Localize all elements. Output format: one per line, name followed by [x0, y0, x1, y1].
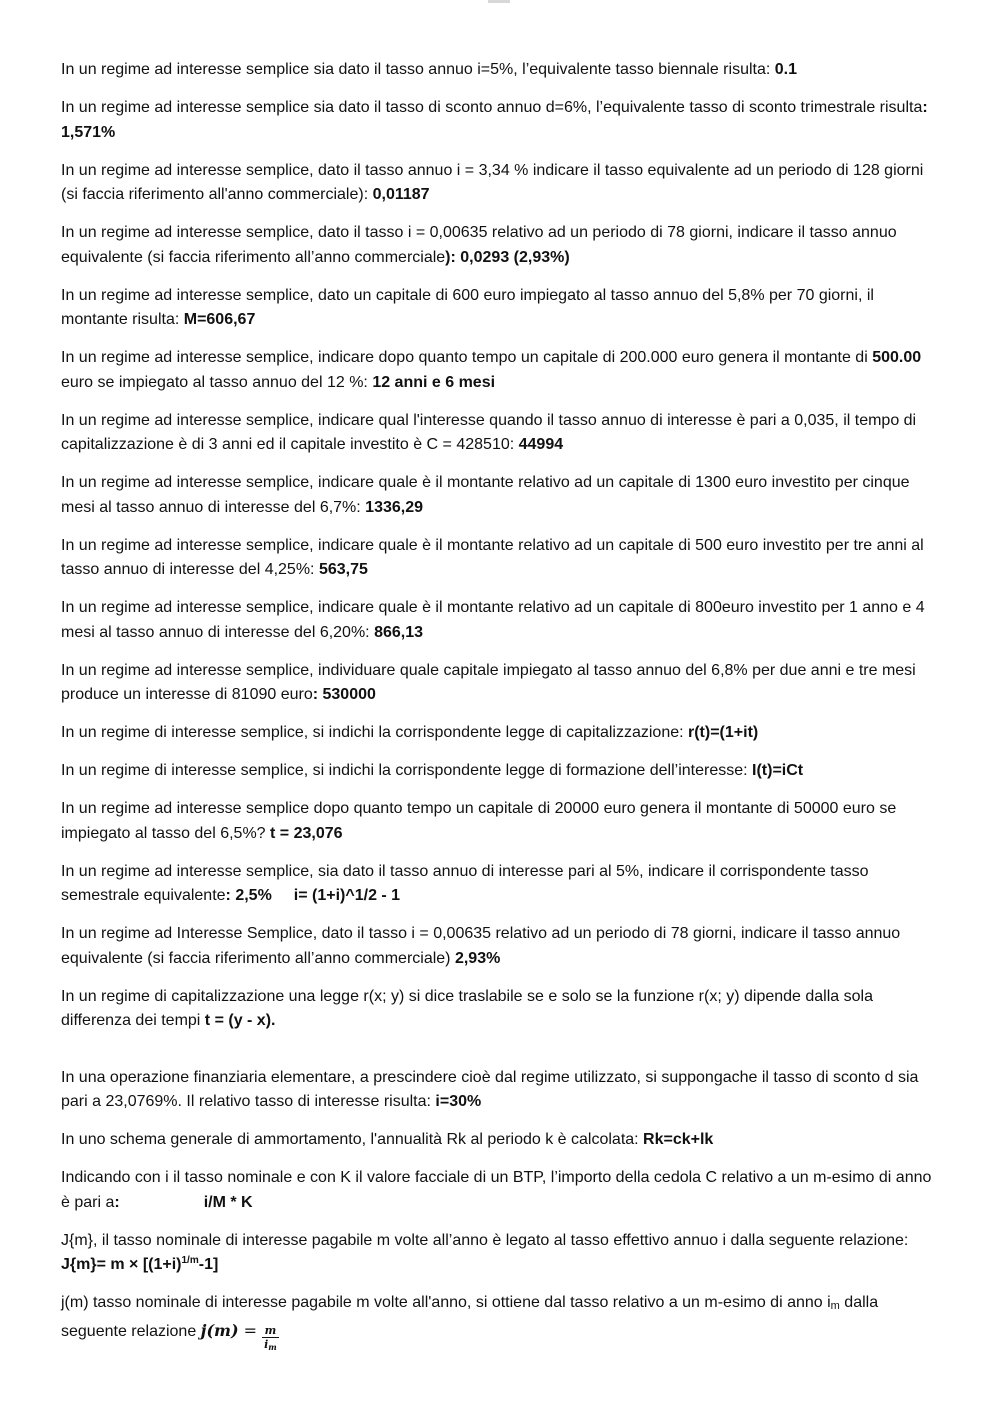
question-text: In un regime ad interesse semplice, indicare quale è il montante relativo ad un capitale di 1300 euro investito per cinque mesi al tasso annuo di interesse del 6,7%:	[61, 474, 910, 516]
question-text: In un regime ad interesse semplice, sia dato il tasso annuo di interesse pari al 5%, indicare il corrispondente tasso semestrale equivalente	[61, 862, 869, 904]
question-text-continued: dalla seguente relazione	[61, 1294, 879, 1340]
answer-text: :	[114, 1193, 120, 1211]
qa-item-10	[61, 596, 941, 645]
question-text: j(m) tasso nominale di interesse pagabile m volte all'anno, si ottiene dal tasso relativo a un m-esimo di anno i	[61, 1294, 831, 1311]
qa-item-1	[61, 58, 941, 83]
answer-formula	[61, 1256, 218, 1273]
question-text: In una operazione finanziaria elementare, a prescindere cioè dal regime utilizzato, si suppongache il tasso di sconto d sia pari a 23,0769%. Il relativo tasso di interesse risulta:	[61, 1068, 919, 1110]
formula-exponent: 1/m	[181, 1255, 199, 1266]
qa-item-9	[61, 534, 941, 583]
question-text: In un regime ad interesse semplice, indicare quale è il montante relativo ad un capitale di 500 euro investito per tre anni al tasso annuo di interesse del 4,25%:	[61, 536, 924, 578]
answer-text: M=606,67	[183, 311, 256, 328]
qa-item-7	[61, 409, 941, 458]
answer-text: 0,01187	[372, 186, 430, 203]
qa-item-15	[61, 860, 941, 909]
answer-text: : 2,5%	[225, 887, 272, 904]
question-text: In un regime ad interesse semplice sia dato il tasso annuo i=5%, l’equivalente tasso biennale risulta:	[61, 61, 775, 78]
formula-equals: =	[238, 1320, 263, 1340]
answer-text: 1336,29	[365, 498, 424, 516]
question-text: In un regime ad interesse semplice, dato il tasso annuo i = 3,34 % indicare il tasso equivalente ad un periodo di 128 giorni (si faccia riferimento all'anno commerciale):	[61, 161, 924, 203]
document-body	[61, 58, 941, 1367]
qa-item-19	[61, 1128, 941, 1153]
qa-item-22	[61, 1291, 941, 1354]
question-text: In un regime ad interesse semplice, indicare qual l'interesse quando il tasso annuo di interesse è pari a 0,035, il tempo di capitalizzazione è di 3 anni ed il capitale investito è C = 428510:	[61, 411, 917, 453]
question-text: In un regime ad Interesse Semplice, dato il tasso i = 0,00635 relativo ad un periodo di 78 giorni, indicare il tasso annuo equivalente (si faccia riferimento all’anno commerciale)	[61, 925, 901, 967]
qa-item-12	[61, 721, 941, 746]
answer-text: ): 0,0293 (2,93%)	[445, 248, 570, 266]
answer-text: 12 anni e 6 mesi	[372, 373, 496, 391]
question-text: In un regime ad interesse semplice, indicare quale è il montante relativo ad un capitale di 800euro investito per 1 anno e 4 mesi al tasso annuo di interesse del 6,20%:	[61, 599, 925, 641]
answer-text: 44994	[518, 436, 564, 453]
question-text: In un regime ad interesse semplice, dato il tasso i = 0,00635 relativo ad un periodo di 78 giorni, indicare il tasso annuo equivalente (si faccia riferimento all’anno commerciale	[61, 224, 897, 266]
subscript-m: m	[830, 1300, 840, 1312]
answer-text: : 1,571%	[61, 99, 928, 141]
qa-item-8	[61, 471, 941, 520]
answer-text: t = (y - x).	[204, 1012, 276, 1029]
qa-item-16	[61, 922, 941, 971]
answer-amount: 500.00	[872, 349, 922, 366]
qa-item-6	[61, 346, 941, 395]
qa-item-3	[61, 159, 941, 208]
qa-item-5	[61, 284, 941, 333]
qa-item-4	[61, 221, 941, 270]
denominator-subscript: m	[268, 1341, 277, 1352]
question-text: In un regime di interesse semplice, si indichi la corrispondente legge di capitalizzazione:	[61, 724, 688, 741]
qa-item-17	[61, 985, 941, 1034]
answer-text: i=30%	[435, 1093, 482, 1110]
answer-text: r(t)=(1+it)	[688, 724, 759, 741]
qa-item-11	[61, 659, 941, 708]
answer-text: t = 23,076	[270, 824, 343, 842]
answer-text: : 530000	[312, 686, 376, 703]
qa-item-2	[61, 96, 941, 145]
question-text: In un regime ad interesse semplice, individuare quale capitale impiegato al tasso annuo del 6,8% per due anni e tre mesi produce un interesse di 81090 euro	[61, 661, 916, 703]
question-text: In un regime ad interesse semplice sia dato il tasso di sconto annuo d=6%, l’equivalente tasso di sconto trimestrale risulta	[61, 99, 923, 116]
answer-formula: i= (1+i)^1/2 - 1	[293, 887, 401, 904]
question-text: In un regime di capitalizzazione una legge r(x; y) si dice traslabile se e solo se la funzione r(x; y) dipende dalla sola differenza dei tempi	[61, 987, 873, 1029]
qa-item-21	[61, 1229, 941, 1278]
question-text: In uno schema generale di ammortamento, l'annualità Rk al periodo k è calcolata:	[61, 1131, 644, 1148]
answer-text: 563,75	[318, 561, 368, 578]
formula-base: J{m}= m × [(1+i)	[61, 1256, 182, 1273]
qa-item-18	[61, 1066, 941, 1115]
question-text: In un regime ad interesse semplice dopo quanto tempo un capitale di 20000 euro genera il montante di 50000 euro se impiegato al tasso del 6,5%?	[61, 800, 897, 842]
formula-argument: (m)	[206, 1320, 239, 1340]
answer-text: I(t)=iCt	[752, 762, 804, 779]
answer-text: 0.1	[774, 61, 797, 78]
qa-item-14	[61, 797, 941, 846]
question-text: J{m}, il tasso nominale di interesse pagabile m volte all’anno è legato al tasso effettivo annuo i dalla seguente relazione:	[61, 1231, 909, 1249]
question-text: In un regime ad interesse semplice, indicare dopo quanto tempo un capitale di 200.000 euro genera il montante di	[61, 349, 873, 366]
question-text: In un regime di interesse semplice, si indichi la corrispondente legge di formazione dell’interesse:	[61, 762, 753, 779]
question-text: Indicando con i il tasso nominale e con K il valore facciale di un BTP, l’importo della cedola C relativo a un m-esimo di anno è pari a	[61, 1169, 932, 1211]
answer-text: 866,13	[374, 623, 424, 641]
answer-text: Rk=ck+lk	[643, 1131, 714, 1148]
qa-item-20	[61, 1166, 941, 1215]
fraction-numerator: m	[262, 1324, 279, 1338]
question-text: In un regime ad interesse semplice, dato un capitale di 600 euro impiegato al tasso annuo del 5,8% per 70 giorni, il montante risulta:	[61, 286, 874, 328]
header-mark	[488, 0, 510, 3]
question-text-continued: euro se impiegato al tasso annuo del 12 %:	[61, 373, 373, 391]
fraction-denominator	[262, 1338, 279, 1354]
formula-lhs: j	[200, 1320, 207, 1340]
qa-item-13	[61, 759, 941, 784]
formula-fraction	[262, 1324, 279, 1354]
answer-text: 2,93%	[454, 949, 501, 967]
denominator-base: i	[264, 1337, 269, 1351]
formula-tail: -1]	[198, 1256, 219, 1273]
answer-formula: i/M * K	[203, 1193, 253, 1211]
